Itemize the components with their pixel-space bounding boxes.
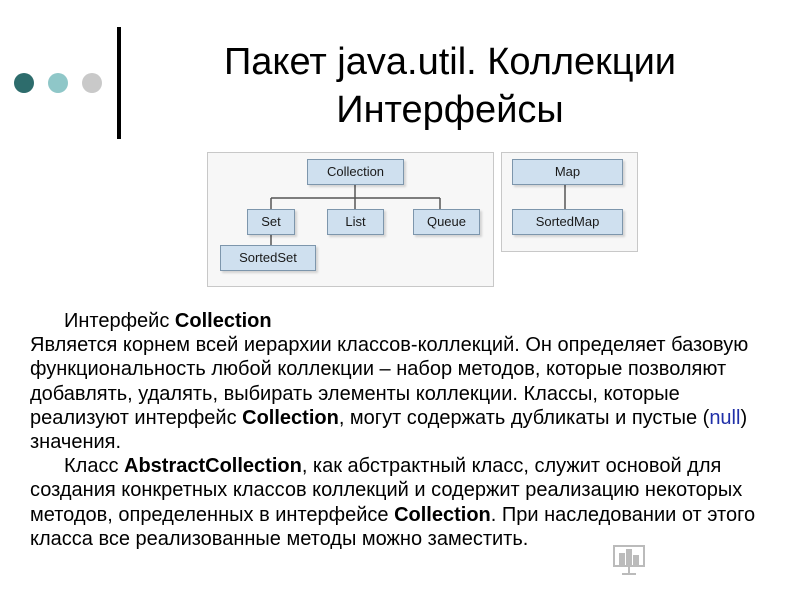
dot-gray xyxy=(82,73,102,93)
p1-text-1: Является корнем всей иерархии классов-коллекций. Он определяет базовую функциональность любой коллекции – набор методов, которые позволяют добавлять, удалять, выбирать элементы коллекции. Классы, которые реализуют интерфейс xyxy=(30,334,749,429)
heading-name: Collection xyxy=(174,310,272,332)
p1-text-3: ) значения. xyxy=(30,406,748,454)
p2-bold-1: AbstractCollection xyxy=(124,455,302,478)
presentation-logo-icon xyxy=(610,540,770,580)
node-sortedmap: SortedMap xyxy=(512,209,623,235)
p2-text-2: , как абстрактный класс, служит основой для создания конкретных классов коллекций и содержит реализацию некоторых методов, определенных в интерфейсе xyxy=(30,455,743,526)
p2-bold-2: Collection xyxy=(394,503,491,526)
node-sortedset: SortedSet xyxy=(220,245,316,271)
title-divider xyxy=(117,27,121,139)
node-collection: Collection xyxy=(307,159,404,185)
p1-text-2: , могут содержать дубликаты и пустые ( xyxy=(338,406,710,429)
node-list: List xyxy=(327,209,384,235)
dot-dark xyxy=(14,73,34,93)
decorative-dots xyxy=(14,73,104,93)
paragraph-collection xyxy=(30,333,770,454)
p1-bold-1: Collection xyxy=(242,406,339,429)
paragraph-heading xyxy=(30,309,770,333)
null-keyword: null xyxy=(709,406,741,429)
node-map: Map xyxy=(512,159,623,185)
p2-text-1: Класс xyxy=(64,455,124,478)
node-queue: Queue xyxy=(413,209,480,235)
slide-body xyxy=(30,309,770,551)
title-line-1: Пакет java.util. Коллекции xyxy=(223,41,677,83)
heading-prefix: Интерфейс xyxy=(64,310,175,332)
node-set: Set xyxy=(247,209,295,235)
paragraph-abstract-collection xyxy=(30,454,770,551)
p2-text-3: . При наследовании от этого класса все реализованные методы можно заместить. xyxy=(30,503,756,550)
collections-diagram xyxy=(207,152,767,287)
dot-light xyxy=(48,73,68,93)
title-line-2: Интерфейсы xyxy=(336,89,564,131)
slide-title xyxy=(150,38,750,134)
